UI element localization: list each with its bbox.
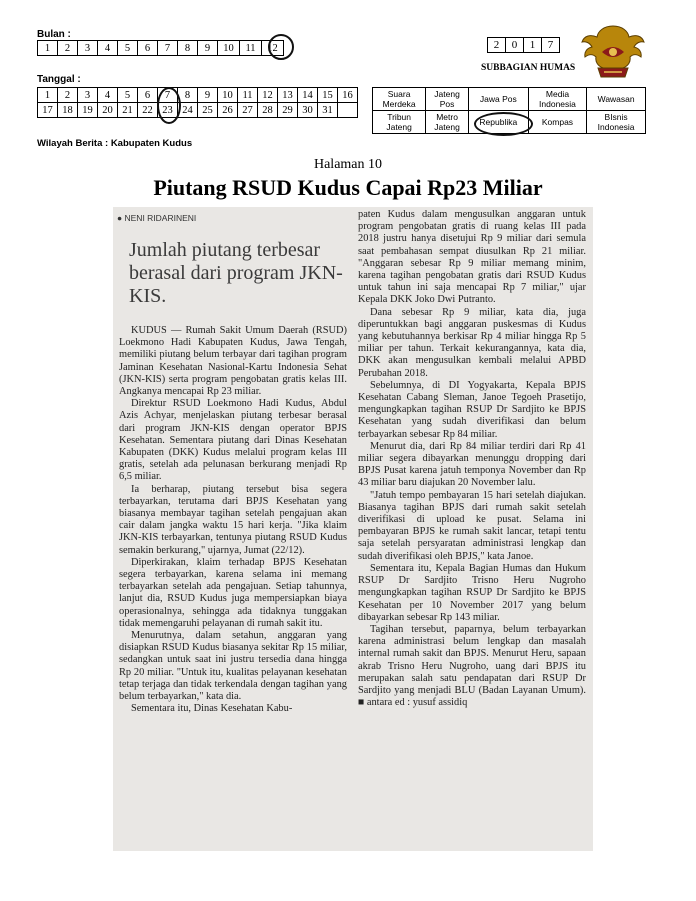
date-cell: 13 bbox=[278, 88, 298, 103]
article-title: Piutang RSUD Kudus Capai Rp23 Miliar bbox=[153, 175, 543, 200]
wilayah-berita: Wilayah Berita : Kabupaten Kudus bbox=[37, 138, 193, 149]
month-cell: 3 bbox=[78, 41, 98, 56]
date-cell: 31 bbox=[318, 103, 338, 118]
date-cell: 9 bbox=[198, 88, 218, 103]
subbagian-humas: SUBBAGIAN HUMAS bbox=[481, 63, 576, 73]
year-digit: 0 bbox=[506, 37, 524, 53]
article-paragraph: Sementara itu, Dinas Kesehatan Kabu- bbox=[131, 703, 293, 715]
date-cell: 5 bbox=[118, 88, 138, 103]
month-cell: 8 bbox=[178, 41, 198, 56]
date-cell: 3 bbox=[78, 88, 98, 103]
date-cell: 15 bbox=[318, 88, 338, 103]
selected-month-circle bbox=[268, 34, 294, 60]
article-paragraph: KUDUS — Rumah Sakit Umum Daerah (RSUD) Loekmono Hadi Kabupaten Kudus, Jawa Tengah, memiliki piutang belum terbayar dari tagihan program Jaminan Kesehatan Nasional-Kartu Indonesia Sehat (JKN-KIS) serta program pengobatan gratis kelas III. Angkanya mencapai Rp 23 miliar. bbox=[119, 325, 347, 398]
month-cell: 10 bbox=[218, 41, 240, 56]
selected-date-circle bbox=[157, 87, 181, 124]
article-paragraph: Direktur RSUD Loekmono Hadi Kudus, Abdul Azis Achyar, menjelaskan piutang terbesar berasal dari program JKN-KIS dengan operator BPJS Kesehatan. Sementara piutang dari Dinas Kesehatan Kabupaten (DKK) Kudus melalui program kelas III gratis, setelah ada pelunasan berkurang menjadi Rp 6,5 miliar. bbox=[119, 398, 347, 483]
date-cell: 16 bbox=[338, 88, 358, 103]
media-cell: Kompas bbox=[528, 111, 587, 134]
month-cell: 1 bbox=[38, 41, 58, 56]
right-column bbox=[358, 209, 586, 709]
article-paragraph: Menurutnya, dalam setahun, anggaran yang disiapkan RSUD Kudus biasanya sekitar Rp 15 miliar, sedangkan untuk saat ini justru tersedia dana hingga Rp 20 miliar. "Untuk itu, kualitas pelayanan kesehatan tetap terjaga dan tidak terkendala dengan tagihan yang belum terbayarkan," kata dia. bbox=[119, 630, 347, 703]
date-cell: 17 bbox=[38, 103, 58, 118]
page-number: Halaman 10 bbox=[313, 157, 383, 172]
media-cell: BIsnis Indonesia bbox=[587, 111, 646, 134]
article-paragraph: Tagihan tersebut, paparnya, belum terbayarkan karena administrasi belum lengkap dan masalah internal rumah sakit dan BPJS. Menurut Heru, sapaan akrab Trisno Heru Nugroho, uang dari BPJS itu merupakan salah satu pendapatan dari RSUP Dr Sardjito yang menjadi BLU (Badan Layanan Umum). ■ antara ed : yusuf assidiq bbox=[358, 623, 586, 709]
month-cell: 5 bbox=[118, 41, 138, 56]
date-cell bbox=[338, 103, 358, 118]
article-paragraph: Sementara itu, Kepala Bagian Humas dan Hukum RSUP Dr Sardjito Trisno Heru Nugroho mengungkapkan tagihan RSUP Dr Sardjito ke BPJS Kesehatan per 10 November 2017 yang belum dibayarkan sebesar Rp 143 miliar. bbox=[358, 562, 586, 623]
date-grid bbox=[37, 87, 358, 118]
media-cell: Suara Merdeka bbox=[373, 88, 426, 111]
author-byline: ● NENI RIDARINENI bbox=[117, 213, 197, 223]
article-paragraph: paten Kudus dalam mengusulkan anggaran untuk program pengobatan gratis di ruang kelas III pada 2018 justru hanya disetujui Rp 9 miliar dari semula saat pembahasan sempat diusulkan Rp 21 miliar. "Anggaran sebesar Rp 9 miliar memang minim, karena tagihan pengobatan gratis dari RSUD Kudus untuk tahun ini saja mencapai Rp 7 miliar," ujar Kepala DKK Joko Dwi Putranto. bbox=[358, 209, 586, 306]
month-cell: 4 bbox=[98, 41, 118, 56]
selected-media-circle bbox=[474, 112, 533, 136]
year-digit: 1 bbox=[524, 37, 542, 53]
tanggal-label: Tanggal : bbox=[37, 74, 81, 85]
article-paragraph: Diperkirakan, klaim terhadap BPJS Kesehatan segera terbayarkan, karena selama ini memang terbayarkan setelah ada pengajuan. Setiap tahunnya, lanjut dia, RSUD Kudus juga mempersiapkan biaya operasionalnya, sehingga ada tidaknya tunggakan tidak memengaruhi pelayanan di rumah sakit itu. bbox=[119, 556, 347, 629]
month-cell: 11 bbox=[240, 41, 262, 56]
media-cell: Republika bbox=[468, 111, 528, 134]
month-cell: 12 bbox=[262, 41, 284, 56]
media-cell: Wawasan bbox=[587, 88, 646, 111]
date-cell: 20 bbox=[98, 103, 118, 118]
date-cell: 25 bbox=[198, 103, 218, 118]
date-cell: 23 bbox=[158, 103, 178, 118]
date-cell: 22 bbox=[138, 103, 158, 118]
date-cell: 24 bbox=[178, 103, 198, 118]
date-cell: 6 bbox=[138, 88, 158, 103]
year-boxes bbox=[487, 37, 560, 53]
date-cell: 28 bbox=[258, 103, 278, 118]
date-cell: 7 bbox=[158, 88, 178, 103]
article-subheading: Jumlah piutang terbesar berasal dari program JKN-KIS. bbox=[129, 239, 343, 307]
date-cell: 29 bbox=[278, 103, 298, 118]
date-cell: 19 bbox=[78, 103, 98, 118]
media-cell: Media Indonesia bbox=[528, 88, 587, 111]
date-cell: 27 bbox=[238, 103, 258, 118]
media-cell: Jawa Pos bbox=[468, 88, 528, 111]
bulan-label: Bulan : bbox=[37, 29, 71, 40]
month-cell: 6 bbox=[138, 41, 158, 56]
newspaper-clipping bbox=[113, 207, 593, 851]
month-cell: 9 bbox=[198, 41, 218, 56]
government-emblem-icon bbox=[580, 22, 646, 82]
date-cell: 18 bbox=[58, 103, 78, 118]
article-paragraph: "Jatuh tempo pembayaran 15 hari setelah diajukan. Biasanya tagihan BPJS dari rumah sakit setelah diverifikasi di upload ke pusat. Selama ini pembayaran BPJS ke rumah sakit lancar, tetapi tentu saja setelah persyaratan administrasi lengkap dan sudah diverifikasi oleh BPJS," kata Janoe. bbox=[358, 489, 586, 562]
year-digit: 2 bbox=[487, 37, 506, 53]
date-cell: 30 bbox=[298, 103, 318, 118]
left-column bbox=[119, 325, 347, 716]
media-cell: Tribun Jateng bbox=[373, 111, 426, 134]
date-cell: 26 bbox=[218, 103, 238, 118]
article-paragraph: Ia berharap, piutang tersebut bisa segera terbayarkan, terutama dari BPJS Kesehatan yang biasanya membayar tagihan setelah pengajuan akan cair dalam jangka waktu 15 hari kerja. "Jika klaim JKN-KIS terbayarkan, tentunya piutang RSUD Kudus semakin berkurang," ujarnya, Jumat (22/12). bbox=[119, 483, 347, 556]
date-cell: 10 bbox=[218, 88, 238, 103]
month-cell: 7 bbox=[158, 41, 178, 56]
date-cell: 12 bbox=[258, 88, 278, 103]
article-paragraph: Dana sebesar Rp 9 miliar, kata dia, juga diperuntukkan bagi anggaran puskesmas di Kudus yang kebutuhannya berkisar Rp 4 miliar hingga Rp 5 miliar per tahun. Terkait kekurangannya, kata dia, DKK akan mengusulkan kembali melalui APBD Perubahan 2018. bbox=[358, 306, 586, 379]
date-cell: 21 bbox=[118, 103, 138, 118]
article-paragraph: Menurut dia, dari Rp 84 miliar terdiri dari Rp 41 miliar segera dibayarkan menunggu dropping dari BPJS Pusat karena jatuh temponya November dan Rp 43 miliar baru diajukan 20 November lalu. bbox=[358, 440, 586, 489]
media-cell: Metro Jateng bbox=[426, 111, 469, 134]
date-cell: 1 bbox=[38, 88, 58, 103]
date-cell: 4 bbox=[98, 88, 118, 103]
date-cell: 2 bbox=[58, 88, 78, 103]
month-cell: 2 bbox=[58, 41, 78, 56]
date-cell: 8 bbox=[178, 88, 198, 103]
date-cell: 14 bbox=[298, 88, 318, 103]
article-paragraph: Sebelumnya, di DI Yogyakarta, Kepala BPJS Kesehatan Cabang Sleman, Janoe Tegoeh Prasetijo, mengungkapkan tagihan RSUP Dr Sardjito ke BPJS Kesehatan yang sudah diverifikasi dan belum terbayarkan sebesar Rp 84 miliar. bbox=[358, 379, 586, 440]
year-digit: 7 bbox=[542, 37, 560, 53]
media-cell: Jateng Pos bbox=[426, 88, 469, 111]
month-grid bbox=[37, 40, 284, 56]
date-cell: 11 bbox=[238, 88, 258, 103]
